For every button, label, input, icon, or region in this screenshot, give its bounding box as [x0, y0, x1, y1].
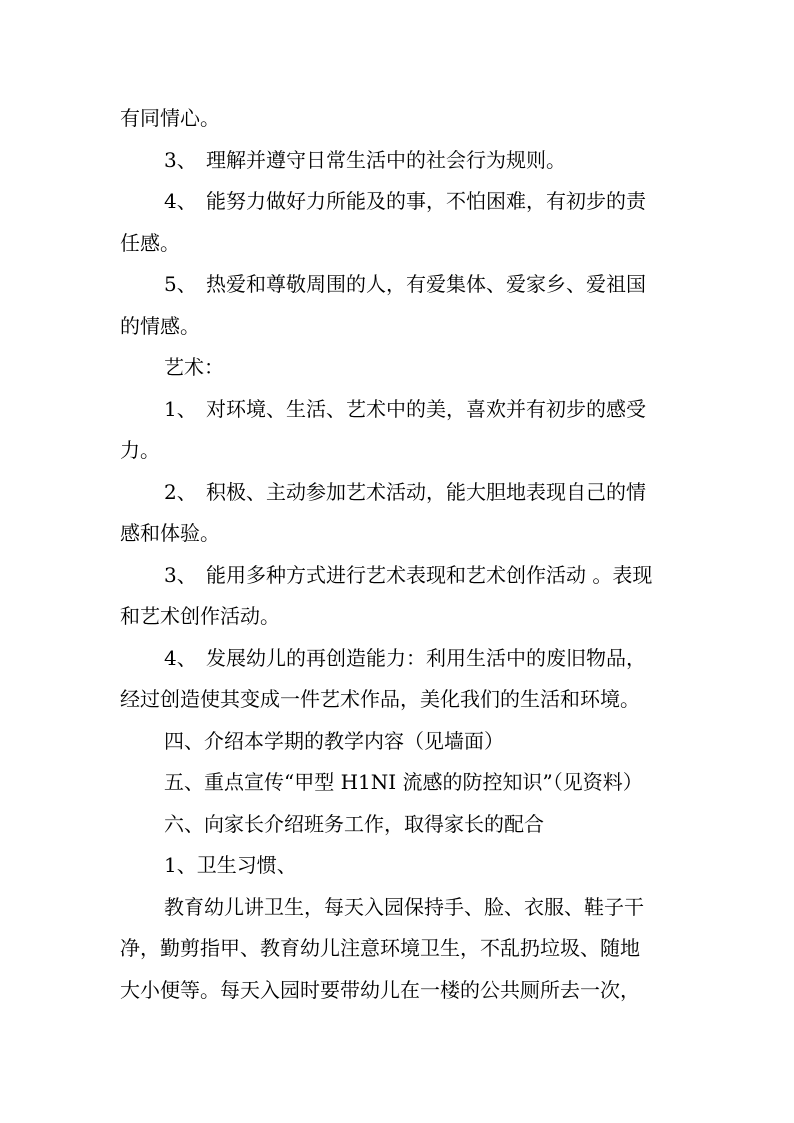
section-heading [120, 347, 690, 389]
section-heading [120, 804, 690, 846]
line-text: 六、向家长介绍班务工作，取得家长的配合 [164, 811, 544, 836]
list-item [120, 140, 690, 182]
list-number: 4、 [164, 645, 197, 670]
line-text: 理解并遵守日常生活中的社会行为规则。 [206, 147, 566, 172]
paragraph-line [120, 513, 690, 555]
line-text: 的情感。 [120, 313, 200, 338]
paragraph-line [120, 430, 690, 472]
line-text: 有同情心。 [120, 106, 220, 130]
list-item [120, 181, 690, 223]
list-item [120, 264, 690, 306]
section-heading [120, 762, 690, 804]
paragraph-line [120, 887, 690, 929]
paragraph-line [120, 679, 690, 721]
list-number: 5、 [164, 272, 197, 296]
list-item [120, 638, 690, 680]
section-heading [120, 721, 690, 763]
list-number: 3、 [164, 147, 197, 172]
line-text: 大小便等。每天入园时要带幼儿在一楼的公共厕所去一次， [120, 977, 640, 1002]
line-text: 对环境、生活、艺术中的美，喜欢并有初步的感受 [206, 396, 646, 421]
line-text: 四、介绍本学期的教学内容（见墙面） [164, 728, 504, 753]
list-item [120, 389, 690, 431]
list-item [120, 555, 690, 597]
line-text: 1、卫生习惯、 [164, 853, 297, 877]
line-text: 艺术： [164, 355, 224, 379]
line-text: 力。 [120, 438, 160, 462]
line-text: 经过创造使其变成一件艺术作品，美化我们的生活和环境。 [120, 687, 640, 711]
paragraph-line [120, 223, 690, 265]
line-text: 发展幼儿的再创造能力：利用生活中的废旧物品， [206, 645, 646, 670]
subsection-heading [120, 845, 690, 887]
line-text: 净，勤剪指甲、教育幼儿注意环境卫生，不乱扔垃圾、随地 [120, 936, 640, 960]
list-item [120, 472, 690, 514]
paragraph-line [120, 306, 690, 348]
document-body [120, 98, 690, 1011]
paragraph-line [120, 98, 690, 140]
list-number: 2、 [164, 479, 197, 504]
paragraph-line [120, 596, 690, 638]
line-text: 感和体验。 [120, 521, 220, 545]
list-number: 3、 [164, 562, 197, 587]
line-text: 能用多种方式进行艺术表现和艺术创作活动 。表现 [206, 562, 653, 587]
line-text: 热爱和尊敬周围的人，有爱集体、爱家乡、爱祖国 [206, 272, 646, 296]
line-text: 任感。 [120, 230, 180, 255]
line-text: 积极、主动参加艺术活动，能大胆地表现自己的情 [206, 479, 646, 504]
paragraph-line [120, 928, 690, 970]
paragraph-line [120, 970, 690, 1012]
line-text: 教育幼儿讲卫生，每天入园保持手、脸、衣服、鞋子干 [164, 894, 644, 919]
list-number: 1、 [164, 396, 197, 421]
line-text: 五、重点宣传“甲型 H1NI 流感的防控知识”（见资料） [164, 770, 643, 794]
list-number: 4、 [164, 189, 197, 213]
line-text: 能努力做好力所能及的事，不怕困难，有初步的责 [206, 189, 646, 213]
line-text: 和艺术创作活动。 [120, 604, 280, 628]
